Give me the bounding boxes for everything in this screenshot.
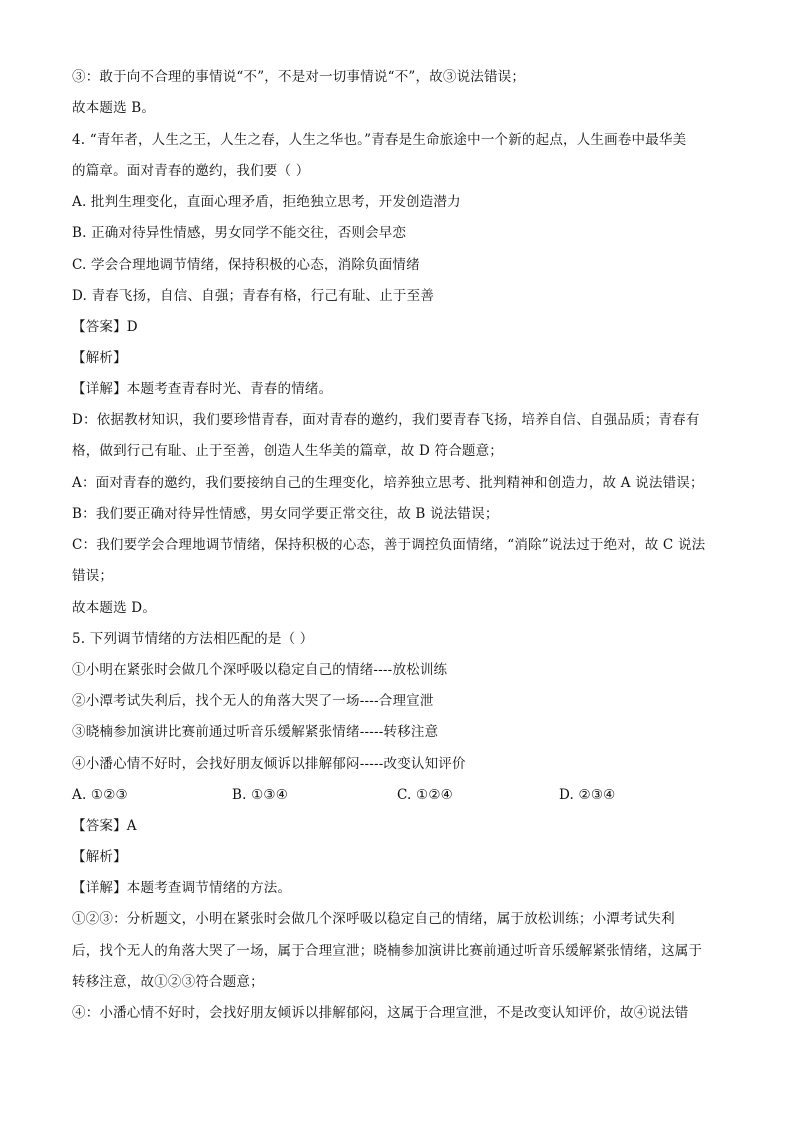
analysis-label: 【解析】 xyxy=(72,849,127,865)
statement-1: ①小明在紧张时会做几个深呼吸以稳定自己的情绪----放松训练 xyxy=(72,662,448,678)
answer-label: 【答案】D xyxy=(72,319,138,335)
option-d: D. ②③④ xyxy=(559,787,616,803)
question-4-stem: 的篇章。面对青春的邀约，我们要（ ） xyxy=(72,163,310,179)
question-5-stem: 5. 下列调节情绪的方法相匹配的是（ ） xyxy=(72,631,314,647)
text-line: 故本题选 D。 xyxy=(72,600,157,616)
explanation-line: 格，做到行己有耻、止于至善，创造人生华美的篇章，故 D 符合题意； xyxy=(72,443,504,459)
statement-4: ④小潘心情不好时，会找好朋友倾诉以排解郁闷-----改变认知评价 xyxy=(72,756,466,772)
explanation-line: 【详解】本题考查青春时光、青春的情绪。 xyxy=(72,381,333,397)
text-line: 故本题选 B。 xyxy=(72,100,156,116)
option-a: A. ①②③ xyxy=(72,787,128,803)
explanation-line: 后，找个无人的角落大哭了一场，属于合理宣泄；晓楠参加演讲比赛前通过听音乐缓解紧张情绪，这属于 xyxy=(72,943,703,959)
statement-3: ③晓楠参加演讲比赛前通过听音乐缓解紧张情绪-----转移注意 xyxy=(72,724,439,740)
explanation-line: 转移注意，故①②③符合题意； xyxy=(72,974,264,990)
option-b: B. 正确对待异性情感，男女同学不能交往，否则会早恋 xyxy=(72,225,407,241)
explanation-line: C：我们要学会合理地调节情绪，保持积极的心态，善于调控负面情绪，“消除”说法过于绝对，故 C 说法 xyxy=(72,537,706,553)
text-line: ③：敢于向不合理的事情说“不”，不是对一切事情说“不”，故③说法错误； xyxy=(72,69,526,85)
explanation-line: A：面对青春的邀约，我们要接纳自己的生理变化，培养独立思考、批判精神和创造力，故 A 说法错误； xyxy=(72,475,704,491)
question-4-stem: 4. “青年者，人生之王，人生之春，人生之华也。”青春是生命旅途中一个新的起点，人生画卷中最华美 xyxy=(72,132,687,148)
option-d: D. 青春飞扬，自信、自强；青春有格，行己有耻、止于至善 xyxy=(72,288,435,304)
option-c: C. 学会合理地调节情绪，保持积极的心态，消除负面情绪 xyxy=(72,257,420,273)
explanation-line: ④：小潘心情不好时，会找好朋友倾诉以排解郁闷，这属于合理宣泄，不是改变认知评价，故④说法错 xyxy=(72,1005,689,1021)
option-b: B. ①③④ xyxy=(232,787,289,803)
explanation-line: B：我们要正确对待异性情感，男女同学要正常交往，故 B 说法错误； xyxy=(72,506,499,522)
question-5-options xyxy=(72,785,732,805)
explanation-line: ①②③：分析题文，小明在紧张时会做几个深呼吸以稳定自己的情绪，属于放松训练；小潭考试失利 xyxy=(72,911,675,927)
answer-label: 【答案】A xyxy=(72,818,137,834)
option-a: A. 批判生理变化，直面心理矛盾，拒绝独立思考，开发创造潜力 xyxy=(72,194,461,210)
explanation-line: 错误； xyxy=(72,568,114,584)
statement-2: ②小潭考试失利后，找个无人的角落大哭了一场----合理宣泄 xyxy=(72,693,434,709)
explanation-line: D：依据教材知识，我们要珍惜青春，面对青春的邀约，我们要青春飞扬，培养自信、自强品质；青春有 xyxy=(72,412,700,428)
analysis-label: 【解析】 xyxy=(72,350,127,366)
option-c: C. ①②④ xyxy=(397,787,453,803)
explanation-line: 【详解】本题考查调节情绪的方法。 xyxy=(72,880,292,896)
